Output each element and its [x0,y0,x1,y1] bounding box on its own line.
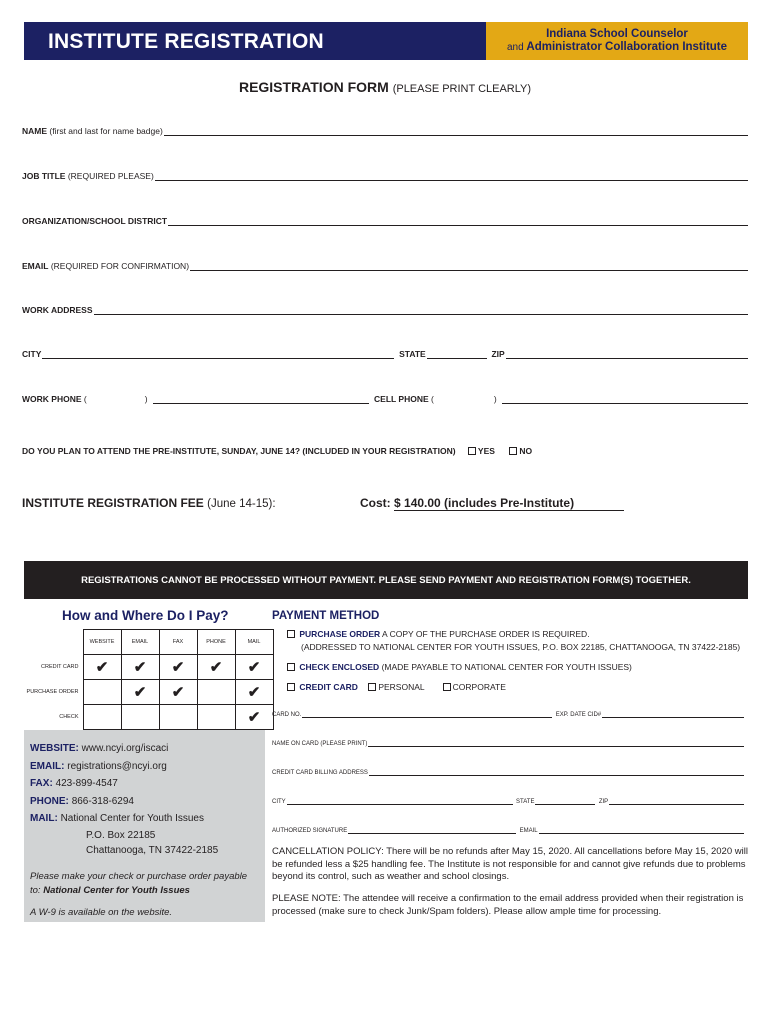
cell-phone-label: CELL PHONE [374,394,429,404]
yes-option[interactable] [468,446,495,456]
cost [360,496,624,511]
billing-address-line[interactable] [369,771,744,776]
payable-note [30,870,259,898]
billing-city-line[interactable] [287,800,513,805]
cancellation-policy: CANCELLATION POLICY: There will be no refunds after May 15, 2020. All cancellations before May 15, 2020 will be refunded less a $25 handling fee. The Institute is not responsible for and cannot give refunds due to problems beyond its control, such as weather and school closings. [272,846,748,882]
payable-to: National Center for Youth Issues [43,884,190,896]
purchase-order-checkbox[interactable] [287,630,295,638]
check-mark [159,705,197,730]
confirmation-note: PLEASE NOTE: The attendee will receive a confirmation to the email address provided when their registration is processed (make sure to check Junk/Spam folders). Please allow ample time for processing. [272,893,744,917]
purchase-order-address: (ADDRESSED TO NATIONAL CENTER FOR YOUTH ISSUES, P.O. BOX 22185, CHATTANOOGA, TN 37422-2185) [301,642,741,652]
yes-label: YES [477,446,495,456]
job-title-line[interactable] [155,173,748,181]
card-number-label: CARD NO. [272,712,302,718]
exp-date-line[interactable] [602,713,744,718]
name-field[interactable] [22,126,748,136]
billing-address-field[interactable] [272,770,744,776]
fax-number: 423-899-4547 [55,778,118,789]
email-line [30,758,259,776]
billing-state-label: STATE [516,799,535,805]
billing-city-field[interactable] [272,799,744,805]
cell-phone-paren-close: ) [493,394,497,404]
name-label: NAME [22,126,48,136]
work-address-field[interactable] [22,305,748,315]
check-enclosed-label: CHECK ENCLOSED [299,662,380,672]
check-mark [83,680,121,705]
name-on-card-label: NAME ON CARD (PLEASE PRINT) [272,741,368,747]
cost-value: $ 140.00 (includes Pre-Institute) [394,496,624,511]
mail-line [30,810,259,828]
email-field[interactable] [22,261,748,271]
payment-table-header [24,630,273,655]
yes-checkbox[interactable] [468,447,476,455]
mail-line-3: Chattanooga, TN 37422-2185 [86,844,219,856]
signature-label: AUTHORIZED SIGNATURE [272,828,348,834]
form-heading [0,79,770,95]
phone-line [30,793,259,811]
no-option[interactable] [509,446,532,456]
organization-line-2 [486,41,748,54]
organization-label: ORGANIZATION/SCHOOL DISTRICT [22,216,168,226]
pre-institute-question [22,446,752,456]
website-link[interactable]: www.ncyi.org/iscaci [81,743,169,754]
zip-line[interactable] [506,351,748,359]
card-number-field[interactable] [272,712,744,718]
email-note: (REQUIRED FOR CONFIRMATION) [50,261,190,271]
billing-zip-label: ZIP [598,799,609,805]
fax-line [30,775,259,793]
how-to-pay-title: How and Where Do I Pay? [62,608,229,623]
work-phone-paren-close: ) [144,394,148,404]
column-header: MAIL [235,630,273,655]
check-mark: ✔ [235,705,273,730]
corporate-label: CORPORATE [452,682,506,692]
check-mark: ✔ [159,655,197,680]
row-label: PURCHASE ORDER [24,680,83,705]
website-label: WEBSITE: [30,743,79,754]
fee-label: INSTITUTE REGISTRATION FEE [22,496,204,510]
job-title-field[interactable] [22,171,748,181]
phone-label: PHONE: [30,795,69,807]
row-label: CREDIT CARD [24,655,83,680]
column-header: FAX [159,630,197,655]
purchase-order-label: PURCHASE ORDER [299,629,381,639]
zip-label: ZIP [491,349,505,359]
billing-address-label: CREDIT CARD BILLING ADDRESS [272,770,368,776]
cell-phone-paren-open: ( [431,394,434,404]
personal-option[interactable] [368,682,424,692]
table-row [24,655,273,680]
check-mark: ✔ [83,655,121,680]
check-mark: ✔ [197,655,235,680]
card-number-line[interactable] [302,713,552,718]
website-line [30,740,259,758]
mail-line-2: P.O. Box 22185 [86,829,156,841]
column-header: WEBSITE [83,630,121,655]
pre-institute-question-text: DO YOU PLAN TO ATTEND THE PRE-INSTITUTE, SUNDAY, JUNE 14? (INCLUDED IN YOUR REGISTRATION) [22,446,456,456]
payment-email-label: EMAIL [519,828,538,834]
check-mark [83,705,121,730]
exp-date-label: EXP. DATE CID# [555,712,602,718]
job-title-label: JOB TITLE [22,171,66,181]
column-header: PHONE [197,630,235,655]
credit-card-option[interactable] [287,682,506,692]
city-line[interactable] [42,351,394,359]
city-state-zip-field[interactable] [22,349,748,359]
mail-line-1: National Center for Youth Issues [60,813,204,824]
table-row [24,705,273,730]
work-phone-paren-open: ( [83,394,87,404]
organization-banner [486,22,748,60]
mail-label: MAIL: [30,813,58,824]
name-on-card-line[interactable] [368,742,744,747]
check-enclosed-checkbox[interactable] [287,663,295,671]
name-line[interactable] [164,128,748,136]
corporate-option[interactable] [443,682,506,692]
purchase-order-note: A COPY OF THE PURCHASE ORDER IS REQUIRED. [382,629,590,639]
signature-field[interactable] [272,828,744,834]
email-label: EMAIL [22,261,49,271]
payable-text: Please make your check or purchase order payable to: [30,870,248,896]
fax-label: FAX: [30,778,53,789]
work-phone-label: WORK PHONE [22,394,82,404]
contact-info-box [24,730,265,922]
table-row [24,680,273,705]
check-mark: ✔ [159,680,197,705]
row-label: CHECK [24,705,83,730]
no-label: NO [519,446,533,456]
state-label: STATE [399,349,426,359]
phone-field[interactable] [22,394,748,404]
signature-line[interactable] [348,829,516,834]
check-mark [121,705,159,730]
page-title: INSTITUTE REGISTRATION [48,30,324,53]
email-line[interactable] [190,263,748,271]
w9-note: A W-9 is available on the website. [30,906,173,918]
organization-line-1: Indiana School Counselor [546,28,688,40]
work-phone-line[interactable] [153,396,369,404]
payment-method-title: PAYMENT METHOD [272,610,380,622]
form-heading-note: (PLEASE PRINT CLEARLY) [392,83,532,95]
fee-dates: (June 14-15): [207,498,276,510]
check-mark: ✔ [235,655,273,680]
cost-label: Cost: [360,496,391,510]
phone-number: 866-318-6294 [71,795,134,807]
billing-city-label: CITY [272,799,286,805]
work-address-line[interactable] [94,307,748,315]
personal-checkbox[interactable] [368,683,376,691]
payment-warning: REGISTRATIONS CANNOT BE PROCESSED WITHOUT PAYMENT. PLEASE SEND PAYMENT AND REGISTRATION FORM(S) TOGETHER. [24,561,748,599]
organization-field[interactable] [22,216,748,226]
city-label: CITY [22,349,42,359]
organization-and: and [506,42,524,53]
billing-zip-line[interactable] [609,800,744,805]
organization-line-2-text: Administrator Collaboration Institute [526,41,728,53]
check-mark: ✔ [121,680,159,705]
personal-label: PERSONAL [378,682,425,692]
contact-email-label: EMAIL: [30,760,65,772]
cell-phone-line[interactable] [502,396,748,404]
work-address-label: WORK ADDRESS [22,305,93,315]
organization-line[interactable] [168,218,748,226]
column-header: EMAIL [121,630,159,655]
email-link[interactable]: registrations@ncyi.org [67,760,167,772]
no-checkbox[interactable] [509,447,517,455]
state-line[interactable] [427,351,487,359]
payment-options-table [24,629,274,730]
check-enclosed-note: (MADE PAYABLE TO NATIONAL CENTER FOR YOUTH ISSUES) [381,662,632,672]
job-title-note: (REQUIRED PLEASE) [67,171,154,181]
name-on-card-field[interactable] [272,741,744,747]
credit-card-checkbox[interactable] [287,683,295,691]
credit-card-label: CREDIT CARD [299,682,358,692]
check-enclosed-option[interactable] [287,662,632,672]
billing-state-line[interactable] [535,800,595,805]
check-mark: ✔ [121,655,159,680]
check-mark [197,705,235,730]
check-mark: ✔ [235,680,273,705]
name-note: (first and last for name badge) [49,126,163,136]
payment-email-line[interactable] [539,829,744,834]
registration-fee [22,496,276,510]
table-corner [24,630,83,655]
purchase-order-option[interactable] [287,629,740,652]
check-mark [197,680,235,705]
corporate-checkbox[interactable] [443,683,451,691]
form-heading-title: REGISTRATION FORM [238,79,389,95]
